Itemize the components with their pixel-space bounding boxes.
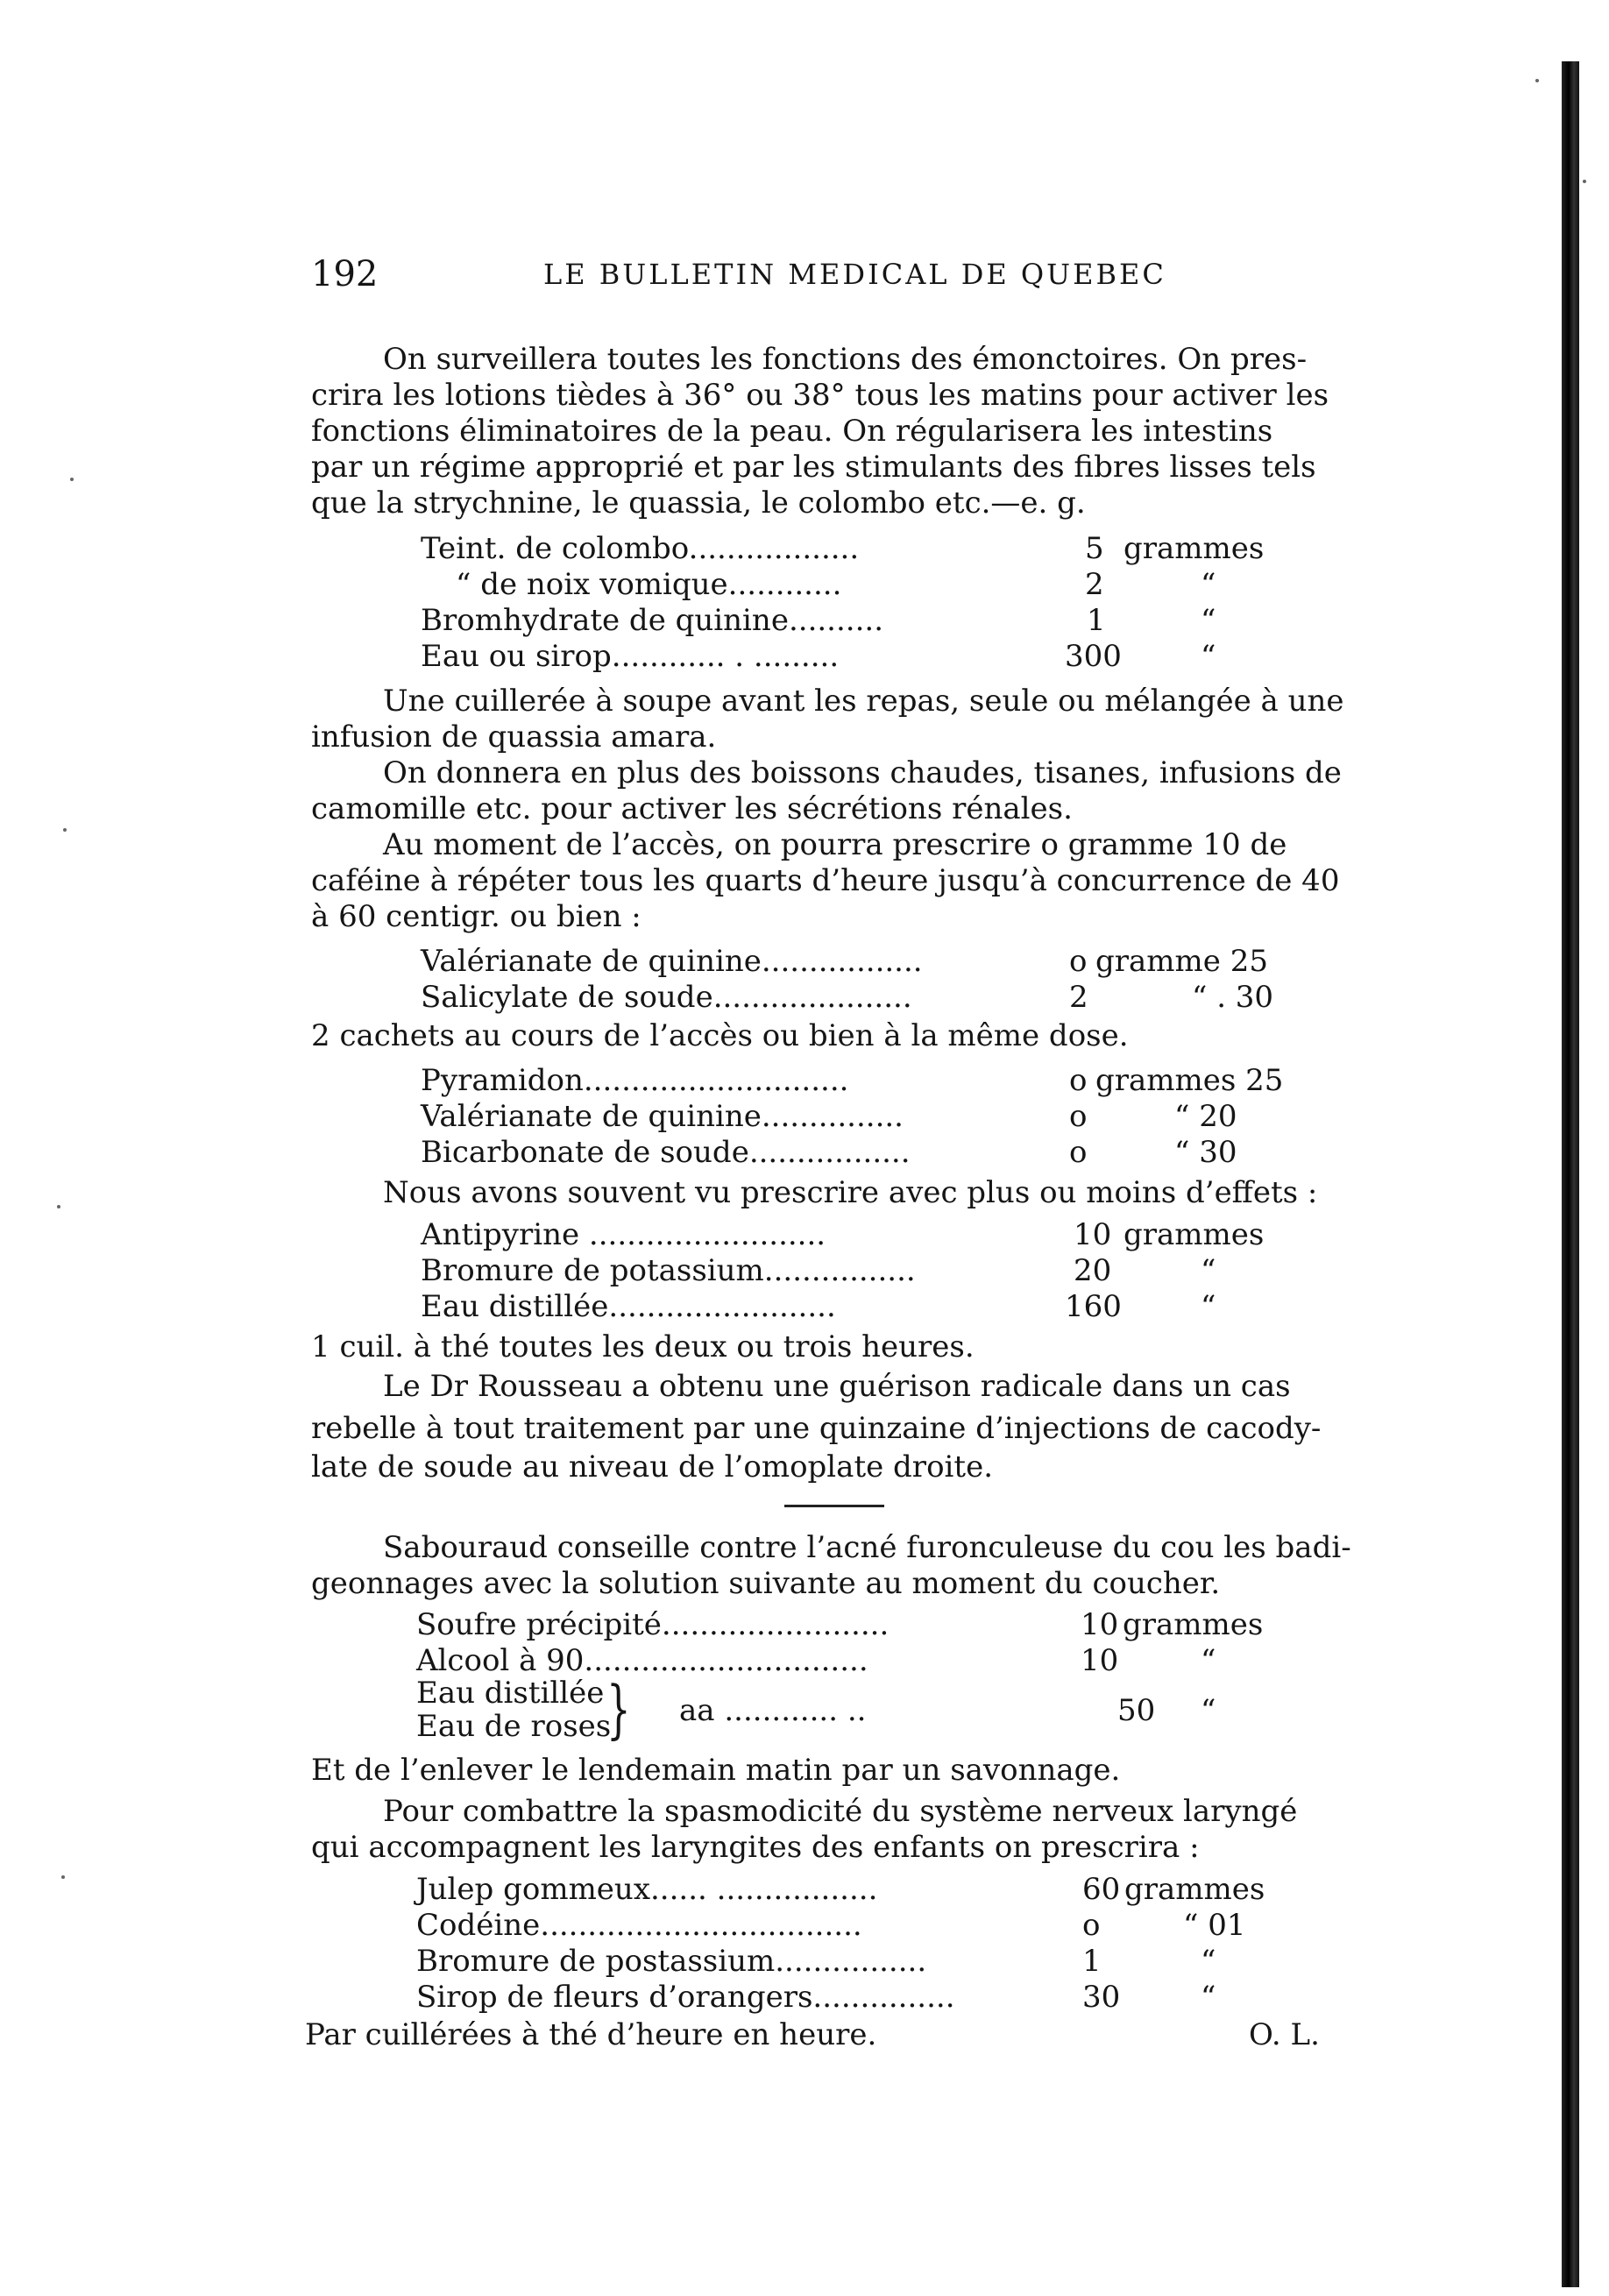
quantity: 1 bbox=[1082, 1944, 1102, 1979]
text-line: 2 cachets au cours de l’accès ou bien à la même dose. bbox=[311, 1018, 1129, 1053]
ingredient: Bromure de postassium................ bbox=[416, 1944, 927, 1979]
unit: “ bbox=[1201, 1980, 1216, 2015]
scan-speck bbox=[1535, 79, 1539, 82]
ingredient: “ de noix vomique............ bbox=[456, 567, 842, 602]
signature: O. L. bbox=[1249, 2017, 1320, 2052]
text-line: Le Dr Rousseau a obtenu une guérison radicale dans un cas bbox=[383, 1369, 1291, 1404]
unit: “ bbox=[1201, 1643, 1216, 1678]
ingredient: Bromhydrate de quinine.......... bbox=[421, 603, 884, 638]
quantity: 10 bbox=[1074, 1217, 1112, 1252]
ingredient: Pyramidon............................ bbox=[421, 1063, 849, 1098]
prescription-combined-line bbox=[416, 1672, 1293, 1747]
text-line: infusion de quassia amara. bbox=[311, 719, 717, 755]
unit: grammes bbox=[1123, 531, 1265, 566]
scan-speck bbox=[63, 828, 67, 832]
unit: “ bbox=[1201, 603, 1216, 638]
section-divider bbox=[784, 1505, 884, 1507]
ingredient: Eau de roses bbox=[416, 1709, 612, 1744]
running-title: LE BULLETIN MEDICAL DE QUEBEC bbox=[543, 258, 1166, 291]
quantity: o bbox=[1069, 944, 1088, 979]
unit: grammes 25 bbox=[1095, 1063, 1284, 1098]
ingredient: Sirop de fleurs d’orangers............... bbox=[416, 1980, 955, 2015]
unit: “ 20 bbox=[1174, 1099, 1237, 1134]
text-line: geonnages avec la solution suivante au moment du coucher. bbox=[311, 1566, 1221, 1601]
unit: “ bbox=[1201, 1944, 1216, 1979]
brace-mark: } bbox=[606, 1672, 631, 1746]
ingredient: Julep gommeux...... ................. bbox=[416, 1872, 878, 1907]
ingredient: Antipyrine ......................... bbox=[421, 1217, 826, 1252]
quantity: 2 bbox=[1069, 980, 1088, 1015]
quantity: o bbox=[1082, 1908, 1101, 1943]
text-line: Pour combattre la spasmodicité du système nerveux laryngé bbox=[383, 1794, 1298, 1829]
text-line: Et de l’enlever le lendemain matin par un savonnage. bbox=[311, 1753, 1121, 1788]
text-line: Une cuillerée à soupe avant les repas, seule ou mélangée à une bbox=[383, 684, 1344, 719]
quantity: 300 bbox=[1065, 639, 1122, 674]
text-line: 1 cuil. à thé toutes les deux ou trois heures. bbox=[311, 1329, 975, 1364]
ingredient: Valérianate de quinine................. bbox=[421, 944, 923, 979]
unit: gramme 25 bbox=[1095, 944, 1268, 979]
unit: “ . 30 bbox=[1192, 980, 1274, 1015]
quantity: o bbox=[1069, 1099, 1088, 1134]
unit: “ 01 bbox=[1183, 1908, 1246, 1943]
ingredient: Alcool à 90.............................. bbox=[416, 1643, 868, 1678]
text-line: Au moment de l’accès, on pourra prescrire o gramme 10 de bbox=[383, 827, 1287, 862]
text-line: que la strychnine, le quassia, le colombo etc.—e. g. bbox=[311, 485, 1086, 521]
text-line: caféine à répéter tous les quarts d’heure jusqu’à concurrence de 40 bbox=[311, 863, 1340, 898]
text-line: fonctions éliminatoires de la peau. On régularisera les intestins bbox=[311, 414, 1273, 449]
text-line: late de soude au niveau de l’omoplate droite. bbox=[311, 1449, 993, 1485]
ingredient: Valérianate de quinine............... bbox=[421, 1099, 904, 1134]
scan-speck bbox=[61, 1875, 65, 1879]
ingredient: Salicylate de soude..................... bbox=[421, 980, 912, 1015]
text-line: On donnera en plus des boissons chaudes, tisanes, infusions de bbox=[383, 755, 1342, 790]
closing-line: Par cuillérées à thé d’heure en heure. bbox=[305, 2017, 877, 2052]
aa-notation: aa ............ .. bbox=[679, 1693, 867, 1728]
unit: grammes bbox=[1123, 1217, 1265, 1252]
ingredient: Teint. de colombo.................. bbox=[421, 531, 860, 566]
unit: “ bbox=[1201, 1289, 1216, 1324]
unit: grammes bbox=[1123, 1607, 1264, 1642]
scan-speck bbox=[1583, 180, 1586, 183]
ingredient: Eau distillée........................ bbox=[421, 1289, 836, 1324]
text-line: Nous avons souvent vu prescrire avec plus ou moins d’effets : bbox=[383, 1175, 1318, 1210]
unit: “ bbox=[1201, 1253, 1216, 1288]
ingredient: Soufre précipité........................ bbox=[416, 1607, 890, 1642]
text-line: rebelle à tout traitement par une quinzaine d’injections de cacody- bbox=[311, 1411, 1322, 1446]
page-number: 192 bbox=[311, 254, 379, 294]
unit: grammes bbox=[1124, 1872, 1265, 1907]
quantity: 10 bbox=[1081, 1643, 1119, 1678]
unit: “ bbox=[1201, 567, 1216, 602]
text-line: On surveillera toutes les fonctions des émonctoires. On pres- bbox=[383, 342, 1308, 377]
scan-speck bbox=[57, 1205, 60, 1208]
quantity: 50 bbox=[1117, 1693, 1156, 1728]
quantity: o bbox=[1069, 1135, 1088, 1170]
text-line: à 60 centigr. ou bien : bbox=[311, 899, 641, 934]
unit: “ 30 bbox=[1174, 1135, 1237, 1170]
quantity: 1 bbox=[1087, 603, 1106, 638]
text-line: qui accompagnent les laryngites des enfants on prescrira : bbox=[311, 1830, 1200, 1865]
ingredient: Eau ou sirop............ . ......... bbox=[421, 639, 840, 674]
quantity: 30 bbox=[1082, 1980, 1121, 2015]
quantity: 5 bbox=[1085, 531, 1104, 566]
text-line: crira les lotions tièdes à 36° ou 38° tous les matins pour activer les bbox=[311, 378, 1329, 413]
text-line: par un régime approprié et par les stimulants des fibres lisses tels bbox=[311, 450, 1316, 485]
unit: “ bbox=[1201, 1693, 1216, 1728]
page-header bbox=[311, 254, 1196, 298]
quantity: 60 bbox=[1082, 1872, 1121, 1907]
quantity: 20 bbox=[1074, 1253, 1112, 1288]
quantity: 160 bbox=[1065, 1289, 1122, 1324]
text-line: Sabouraud conseille contre l’acné furonculeuse du cou les badi- bbox=[383, 1530, 1351, 1565]
quantity: 2 bbox=[1085, 567, 1104, 602]
ingredient: Bromure de potassium................ bbox=[421, 1253, 916, 1288]
scan-speck bbox=[70, 478, 74, 481]
quantity: 10 bbox=[1081, 1607, 1119, 1642]
page-edge-binding bbox=[1562, 61, 1579, 2287]
ingredient: Codéine.................................. bbox=[416, 1908, 862, 1943]
text-line: camomille etc. pour activer les sécrétions rénales. bbox=[311, 791, 1073, 826]
quantity: o bbox=[1069, 1063, 1088, 1098]
ingredient: Eau distillée bbox=[416, 1676, 605, 1711]
ingredient: Bicarbonate de soude................. bbox=[421, 1135, 911, 1170]
unit: “ bbox=[1201, 639, 1216, 674]
